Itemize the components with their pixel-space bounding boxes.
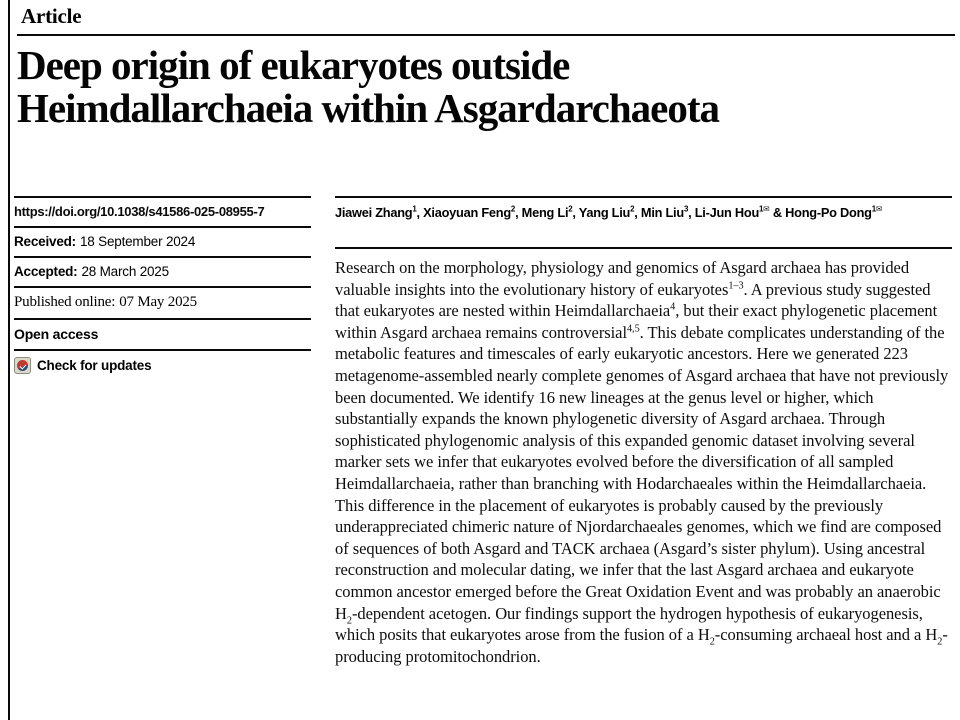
abstract-text: Research on the morphology, physiology and genomics of Asgard archaea has provided valuable insights into the evolutionary history of eukaryotes$^{1-3}$. A previous study suggested that eukaryotes are nested within Heimdallarchaeia$^4$, but their exact phylogenetic placement within Asgard archaea remains controversial$^{4,5}$. This debate complicates understanding of the metabolic features and timescales of early eukaryotic ancestors. Here we generated 223 metagenome-assembled nearly complete genomes of Asgard archaea that have not previously been documented. We identify 16 new lineages at the genus level or higher, which substantially expands the known phylogenetic diversity of Asgard archaea. Through sophisticated phylogenomic analysis of this expanded genomic dataset involving several marker sets we infer that eukaryotes evolved before the diversification of all sampled Heimdallarchaeia, rather than branching with Hodarchaeales within the Heimdallarchaeia. This difference in the placement of eukaryotes is probably caused by the previously underappreciated chimeric nature of Njordarchaeales genomes, which we find are composed of sequences of both Asgard and TACK archaea (Asgard’s sister phylum). Using ancestral reconstruction and molecular dating, we infer that the last Asgard archaea and eukaryote common ancestor emerged before the Great Oxidation Event and was probably an anaerobic $H_2$-dependent acetogen. Our findings support the hydrogen hypothesis of eukaryogenesis, which posits that eukaryotes arose from the fusion of a $H_2$-consuming archaeal host and a $H_2$-producing protomitochondrion.	[335, 247, 952, 667]
received-row	[14, 228, 311, 258]
kicker-divider	[17, 34, 955, 36]
open-access-label: Open access	[14, 326, 99, 342]
published-row	[14, 288, 311, 320]
check-updates-row[interactable]	[14, 351, 311, 381]
check-updates-label[interactable]: Check for updates	[37, 358, 152, 373]
received-label: Received:	[14, 234, 76, 249]
page-title-line1: Deep origin of eukaryotes outside	[17, 42, 570, 88]
doi-link[interactable]: https://doi.org/10.1038/s41586-025-08955-7	[14, 204, 265, 219]
article-metadata-panel	[14, 196, 311, 381]
accepted-label: Accepted:	[14, 264, 78, 279]
received-date: 18 September 2024	[79, 234, 196, 249]
accepted-date: 28 March 2025	[81, 264, 169, 279]
author-list: Jiawei Zhang$^1$, Xiaoyuan Feng$^2$, Meng Li$^2$, Yang Liu$^2$, Min Liu$^3$, Li-Jun Hou$^{1✉}$ & Hong-Po Dong$^{1✉}$	[335, 196, 952, 247]
published-date: 07 May 2025	[119, 294, 197, 310]
article-kicker: Article	[21, 4, 82, 28]
doi-row	[14, 198, 311, 228]
page-left-rule	[8, 0, 10, 720]
main-column	[335, 196, 952, 667]
accepted-row	[14, 258, 311, 288]
published-label: Published online:	[14, 294, 116, 310]
page-title-line2: Heimdallarchaeia within Asgardarchaeota	[17, 85, 720, 131]
open-access-row	[14, 320, 311, 351]
page-title	[17, 44, 947, 130]
crossmark-icon	[14, 357, 31, 374]
